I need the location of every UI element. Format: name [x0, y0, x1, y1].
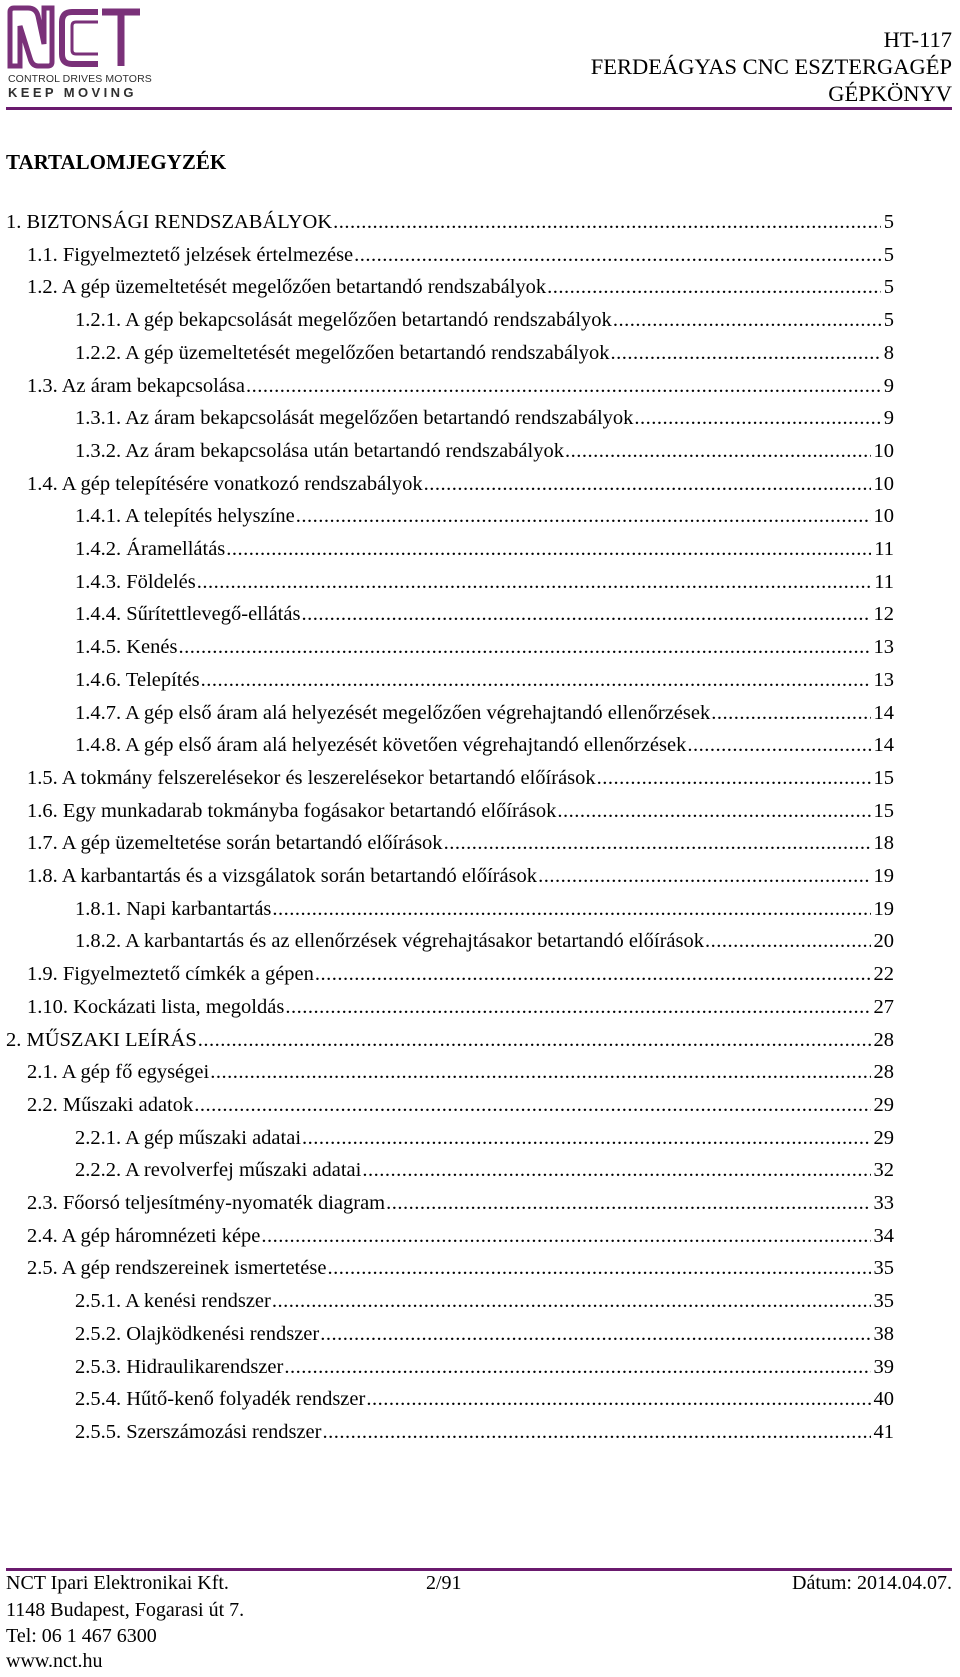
toc-entry-title: 2.3. Főorsó teljesítmény-nyomaték diagram — [27, 1192, 386, 1214]
toc-entry-page: 33 — [873, 1192, 894, 1214]
toc-dot-leader — [261, 1219, 870, 1253]
toc-entry-page: 38 — [873, 1322, 894, 1345]
nct-logo-mark — [6, 4, 142, 70]
header-divider — [6, 107, 952, 110]
toc-entry-title: 2.5.2. Olajködkenési rendszer — [75, 1322, 320, 1345]
toc-entry-page: 10 — [873, 439, 894, 462]
logo-tagline: CONTROL DRIVES MOTORS — [8, 73, 152, 85]
footer-company: NCT Ipari Elektronikai Kft. — [6, 1572, 229, 1594]
toc-entry-title: 1.9. Figyelmeztető címkék a gépen — [27, 963, 314, 986]
toc-heading: TARTALOMJEGYZÉK — [6, 150, 227, 174]
toc-entry-page: 28 — [873, 1028, 894, 1051]
toc-entry-page: 15 — [873, 799, 894, 822]
toc-entry[interactable] — [27, 1251, 894, 1285]
toc-entry-page: 40 — [873, 1388, 894, 1411]
toc-dot-leader — [333, 205, 881, 239]
toc-entry-page: 28 — [873, 1061, 894, 1084]
toc-dot-leader — [354, 238, 881, 272]
toc-entry-page: 11 — [874, 570, 894, 593]
toc-entry[interactable] — [75, 1153, 894, 1187]
toc-entry-page: 22 — [873, 963, 894, 986]
toc-entry[interactable] — [6, 205, 894, 239]
toc-entry-page: 19 — [873, 865, 894, 887]
toc-entry-page: 9 — [883, 374, 894, 397]
toc-dot-leader — [272, 892, 870, 926]
toc-entry-title: 1.8. A karbantartás és a vizsgálatok során betartandó előírások — [27, 865, 538, 887]
toc-dot-leader — [327, 1251, 870, 1285]
toc-dot-leader — [597, 761, 871, 795]
toc-entry-title: 1.3.2. Az áram bekapcsolása után betartandó rendszabályok — [75, 439, 564, 462]
toc-entry-title: 1.2.1. A gép bekapcsolását megelőzően betartandó rendszabályok — [75, 309, 612, 332]
toc-dot-leader — [210, 1055, 870, 1089]
toc-entry-page: 18 — [873, 832, 894, 855]
toc-dot-leader — [362, 1153, 870, 1187]
nct-logo — [6, 4, 152, 100]
toc-entry-page: 32 — [873, 1159, 894, 1182]
toc-entry-title: 2.2.1. A gép műszaki adatai — [75, 1126, 302, 1149]
toc-entry-title: 2.5. A gép rendszereinek ismertetése — [27, 1257, 327, 1280]
toc-dot-leader — [711, 696, 870, 730]
toc-entry-title: 2.2. Műszaki adatok — [27, 1093, 194, 1116]
toc-entry[interactable] — [27, 369, 894, 403]
toc-entry[interactable] — [75, 728, 894, 762]
toc-entry-title: 1.8.2. A karbantartás és az ellenőrzések végrehajtásakor betartandó előírások — [75, 930, 704, 953]
toc-dot-leader — [197, 565, 872, 599]
toc-entry-page: 35 — [873, 1290, 894, 1313]
toc-entry[interactable] — [27, 1186, 894, 1220]
toc-entry-page: 34 — [873, 1224, 894, 1247]
toc-entry[interactable] — [27, 990, 894, 1024]
toc-dot-leader — [246, 369, 881, 403]
toc-entry[interactable] — [6, 1023, 894, 1057]
toc-entry-page: 41 — [873, 1420, 894, 1443]
toc-dot-leader — [272, 1284, 871, 1318]
toc-entry-title: 1. BIZTONSÁGI RENDSZABÁLYOK — [6, 211, 333, 233]
doc-code: HT-117 — [883, 27, 952, 52]
toc-entry[interactable] — [75, 565, 894, 599]
toc-dot-leader — [302, 1121, 870, 1155]
toc-entry-title: 2. MŰSZAKI LEÍRÁS — [6, 1028, 197, 1051]
toc-entry-page: 9 — [883, 407, 894, 430]
toc-dot-leader — [201, 663, 871, 697]
toc-entry-page: 27 — [873, 995, 894, 1018]
toc-entry-page: 14 — [873, 701, 894, 724]
toc-entry[interactable] — [27, 826, 894, 860]
toc-entry-title: 1.4.7. A gép első áram alá helyezését megelőzően végrehajtandó ellenőrzések — [75, 701, 711, 724]
toc-entry-title: 1.2. A gép üzemeltetését megelőzően betartandó rendszabályok — [27, 276, 547, 299]
toc-dot-leader — [386, 1186, 870, 1220]
doc-title: FERDEÁGYAS CNC ESZTERGAGÉP — [590, 54, 952, 79]
toc-entry-page: 5 — [883, 276, 894, 299]
toc-dot-leader — [226, 532, 871, 566]
toc-entry-title: 1.7. A gép üzemeltetése során betartandó előírások — [27, 832, 443, 855]
toc-dot-leader — [613, 303, 881, 337]
toc-entry[interactable] — [27, 859, 894, 893]
toc-entry[interactable] — [75, 532, 894, 566]
toc-entry-title: 1.5. A tokmány felszerelésekor és leszerelésekor betartandó előírások — [27, 766, 596, 789]
toc-entry-title: 1.4.3. Földelés — [75, 570, 196, 593]
toc-entry-page: 35 — [873, 1257, 894, 1280]
toc-entry[interactable] — [27, 761, 894, 795]
toc-dot-leader — [557, 794, 870, 828]
toc-entry-title: 1.4.5. Kenés — [75, 636, 178, 659]
toc-entry[interactable] — [75, 1121, 894, 1155]
toc-entry-title: 1.10. Kockázati lista, megoldás — [27, 995, 285, 1018]
toc-entry[interactable] — [75, 597, 894, 631]
footer-website: www.nct.hu — [6, 1650, 103, 1672]
toc-entry-page: 5 — [883, 211, 894, 233]
toc-entry-page: 29 — [873, 1093, 894, 1116]
toc-dot-leader — [194, 1088, 870, 1122]
toc-entry[interactable] — [75, 924, 894, 958]
toc-entry[interactable] — [75, 696, 894, 730]
toc-entry[interactable] — [75, 499, 894, 533]
toc-entry-page: 20 — [873, 930, 894, 953]
toc-entry-title: 1.1. Figyelmeztető jelzések értelmezése — [27, 243, 354, 266]
toc-entry-title: 1.4. A gép telepítésére vonatkozó rendszabályok — [27, 472, 423, 495]
toc-entry-title: 1.8.1. Napi karbantartás — [75, 897, 272, 920]
toc-dot-leader — [301, 597, 870, 631]
toc-dot-leader — [634, 401, 880, 435]
toc-entry-title: 1.4.8. A gép első áram alá helyezését követően végrehajtandó ellenőrzések — [75, 734, 687, 757]
toc-entry-title: 1.4.2. Áramellátás — [75, 538, 226, 560]
toc-dot-leader — [296, 499, 871, 533]
toc-entry-page: 10 — [873, 505, 894, 528]
toc-entry[interactable] — [27, 794, 894, 828]
toc-entry[interactable] — [27, 957, 894, 991]
toc-entry-page: 10 — [873, 472, 894, 495]
toc-dot-leader — [322, 1415, 870, 1449]
toc-dot-leader — [705, 924, 871, 958]
toc-dot-leader — [285, 990, 870, 1024]
toc-dot-leader — [444, 826, 871, 860]
toc-entry-page: 8 — [883, 341, 894, 364]
footer-date: Dátum: 2014.04.07. — [792, 1572, 952, 1594]
toc-entry-title: 1.3. Az áram bekapcsolása — [27, 374, 246, 397]
toc-entry-title: 2.2.2. A revolverfej műszaki adatai — [75, 1159, 362, 1182]
toc-entry-page: 13 — [873, 668, 894, 691]
toc-entry-title: 1.2.2. A gép üzemeltetését megelőzően betartandó rendszabályok — [75, 341, 610, 364]
toc-entry-title: 1.4.4. Sűrítettlevegő-ellátás — [75, 603, 301, 626]
toc-entry[interactable] — [75, 303, 894, 337]
footer-address: 1148 Budapest, Fogarasi út 7. — [6, 1599, 245, 1621]
toc-entry[interactable] — [75, 1317, 894, 1351]
toc-entry-title: 2.5.1. A kenési rendszer — [75, 1290, 271, 1313]
toc-dot-leader — [178, 630, 870, 664]
toc-entry-page: 14 — [873, 734, 894, 757]
toc-entry-page: 39 — [873, 1355, 894, 1378]
toc-entry[interactable] — [75, 1382, 894, 1416]
toc-dot-leader — [320, 1317, 870, 1351]
toc-entry[interactable] — [27, 270, 894, 304]
footer-divider — [6, 1568, 952, 1571]
toc-dot-leader — [315, 957, 871, 991]
toc-entry-title: 1.4.1. A telepítés helyszíne — [75, 505, 295, 528]
toc-entry-page: 15 — [873, 766, 894, 789]
toc-entry[interactable] — [75, 1350, 894, 1384]
toc-entry[interactable] — [75, 1284, 894, 1318]
toc-entry[interactable] — [27, 1219, 894, 1253]
toc-entry-title: 2.5.5. Szerszámozási rendszer — [75, 1420, 322, 1443]
toc-dot-leader — [687, 728, 870, 762]
toc-entry-title: 1.6. Egy munkadarab tokmányba fogásakor betartandó előírások — [27, 799, 557, 822]
toc-entry[interactable] — [27, 467, 894, 501]
toc-dot-leader — [366, 1382, 870, 1416]
toc-dot-leader — [611, 336, 881, 370]
toc-entry-page: 13 — [873, 636, 894, 659]
toc-entry[interactable] — [27, 1088, 894, 1122]
toc-entry-page: 19 — [873, 897, 894, 920]
doc-type: GÉPKÖNYV — [828, 81, 952, 106]
document-header-info — [591, 26, 952, 107]
toc-entry-title: 1.4.6. Telepítés — [75, 668, 200, 691]
toc-entry-title: 2.1. A gép fő egységei — [27, 1061, 210, 1084]
toc-entry[interactable] — [27, 238, 894, 272]
toc-dot-leader — [565, 434, 871, 468]
toc-dot-leader — [198, 1023, 871, 1057]
toc-entry[interactable] — [75, 892, 894, 926]
toc-entry[interactable] — [75, 336, 894, 370]
toc-entry-page: 12 — [873, 603, 894, 626]
toc-dot-leader — [547, 270, 881, 304]
toc-entry-page: 5 — [883, 243, 894, 266]
toc-entry-title: 1.3.1. Az áram bekapcsolását megelőzően betartandó rendszabályok — [75, 407, 634, 430]
toc-entry-page: 5 — [883, 309, 894, 332]
toc-entry-title: 2.5.3. Hidraulikarendszer — [75, 1355, 284, 1378]
toc-dot-leader — [424, 467, 871, 501]
logo-slogan: KEEP MOVING — [8, 85, 137, 100]
toc-dot-leader — [538, 859, 870, 893]
toc-dot-leader — [284, 1350, 870, 1384]
toc-entry[interactable] — [75, 401, 894, 435]
toc-entry[interactable] — [75, 630, 894, 664]
footer-page-number: 2/91 — [426, 1572, 462, 1594]
toc-entry[interactable] — [75, 1415, 894, 1449]
toc-entry-page: 29 — [873, 1126, 894, 1149]
footer-phone: Tel: 06 1 467 6300 — [6, 1625, 157, 1647]
toc-entry[interactable] — [75, 663, 894, 697]
toc-entry-page: 11 — [874, 538, 894, 560]
toc-entry-title: 2.4. A gép háromnézeti képe — [27, 1224, 261, 1247]
toc-entry[interactable] — [27, 1055, 894, 1089]
toc-entry[interactable] — [75, 434, 894, 468]
toc-entry-title: 2.5.4. Hűtő-kenő folyadék rendszer — [75, 1388, 366, 1411]
